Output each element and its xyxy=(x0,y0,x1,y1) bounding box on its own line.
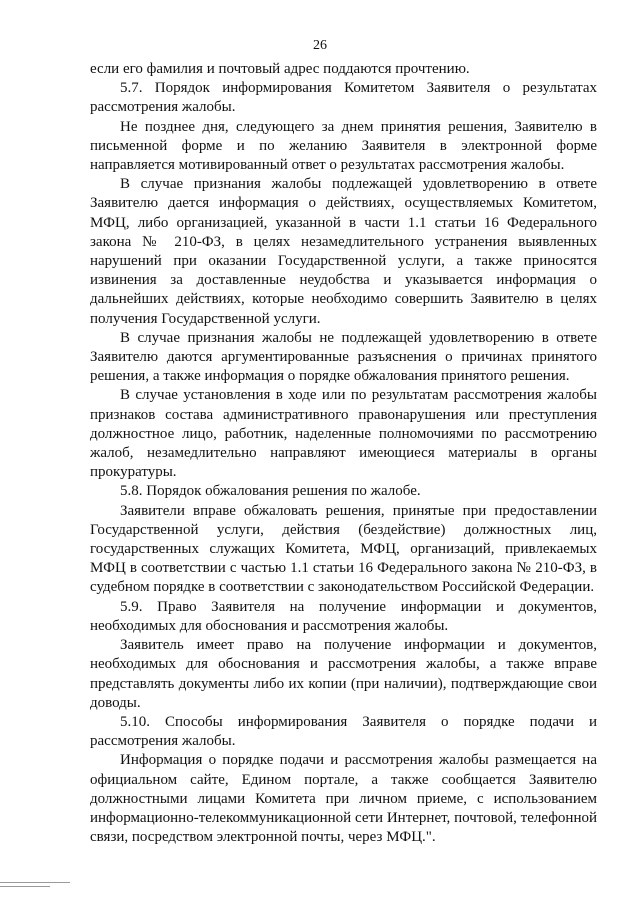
paragraph-continuation: если его фамилия и почтовый адрес поддаются прочтению. xyxy=(90,61,470,77)
paragraph: В случае признания жалобы подлежащей удовлетворению в ответе Заявителю дается информация о действиях, осуществляемых Комитетом, МФЦ, либо организацией, указанной в части 1.1 статьи 16 Федерального закона № 210-ФЗ, в целях незамедлительного устранения выявленных нарушений при оказании Государственной услуги, а также приносятся извинения за доставленные неудобства и указывается информация о дальнейших действиях, которые необходимо совершить Заявителю в целях получения Государственной услуги. xyxy=(90,176,597,327)
document-body xyxy=(90,60,597,847)
paragraph: Не позднее дня, следующего за днем принятия решения, Заявителю в письменной форме и по желанию Заявителя в электронной форме направляется мотивированный ответ о результатах рассмотрения жалобы. xyxy=(90,118,597,174)
paragraph: Информация о порядке подачи и рассмотрения жалобы размещается на официальном сайте, Едином портале, а также сообщается Заявителю должностными лицами Комитета при личном приеме, с использованием информационно-телекоммуникационной сети Интернет, почтовой, телефонной связи, посредством электронной почты, через МФЦ.". xyxy=(90,752,597,846)
footer-rule xyxy=(0,882,70,883)
paragraph: Заявители вправе обжаловать решения, принятые при предоставлении Государственной услуги, действия (бездействие) должностных лиц, государственных служащих Комитета, МФЦ, организаций, привлекаемых МФЦ в соответствии с частью 1.1 статьи 16 Федерального закона № 210-ФЗ, в судебном порядке в соответствии с законодательством Российской Федерации. xyxy=(90,502,597,596)
section-heading-5-7: 5.7. Порядок информирования Комитетом Заявителя о результатах рассмотрения жалобы. xyxy=(90,80,597,116)
section-heading-5-10: 5.10. Способы информирования Заявителя о порядке подачи и рассмотрения жалобы. xyxy=(90,713,597,750)
paragraph: В случае установления в ходе или по результатам рассмотрения жалобы признаков состава административного правонарушения или преступления должностное лицо, работник, наделенные полномочиями по рассмотрению жалоб, незамедлительно направляют имеющиеся материалы в органы прокуратуры. xyxy=(90,387,597,481)
page-number: 26 xyxy=(313,38,327,53)
paragraph: В случае признания жалобы не подлежащей удовлетворению в ответе Заявителю даются аргументированные разъяснения о причинах принятого решения, а также информация о порядке обжалования принятого решения. xyxy=(90,329,597,385)
section-heading-5-9: 5.9. Право Заявителя на получение информации и документов, необходимых для обоснования и рассмотрения жалобы. xyxy=(90,598,597,634)
paragraph: Заявитель имеет право на получение информации и документов, необходимых для обоснования и рассмотрения жалобы, а также вправе представлять документы либо их копии (при наличии), подтверждающие свои доводы. xyxy=(90,637,597,711)
footer-rule xyxy=(0,886,50,887)
section-heading-5-8: 5.8. Порядок обжалования решения по жалобе. xyxy=(120,483,421,500)
